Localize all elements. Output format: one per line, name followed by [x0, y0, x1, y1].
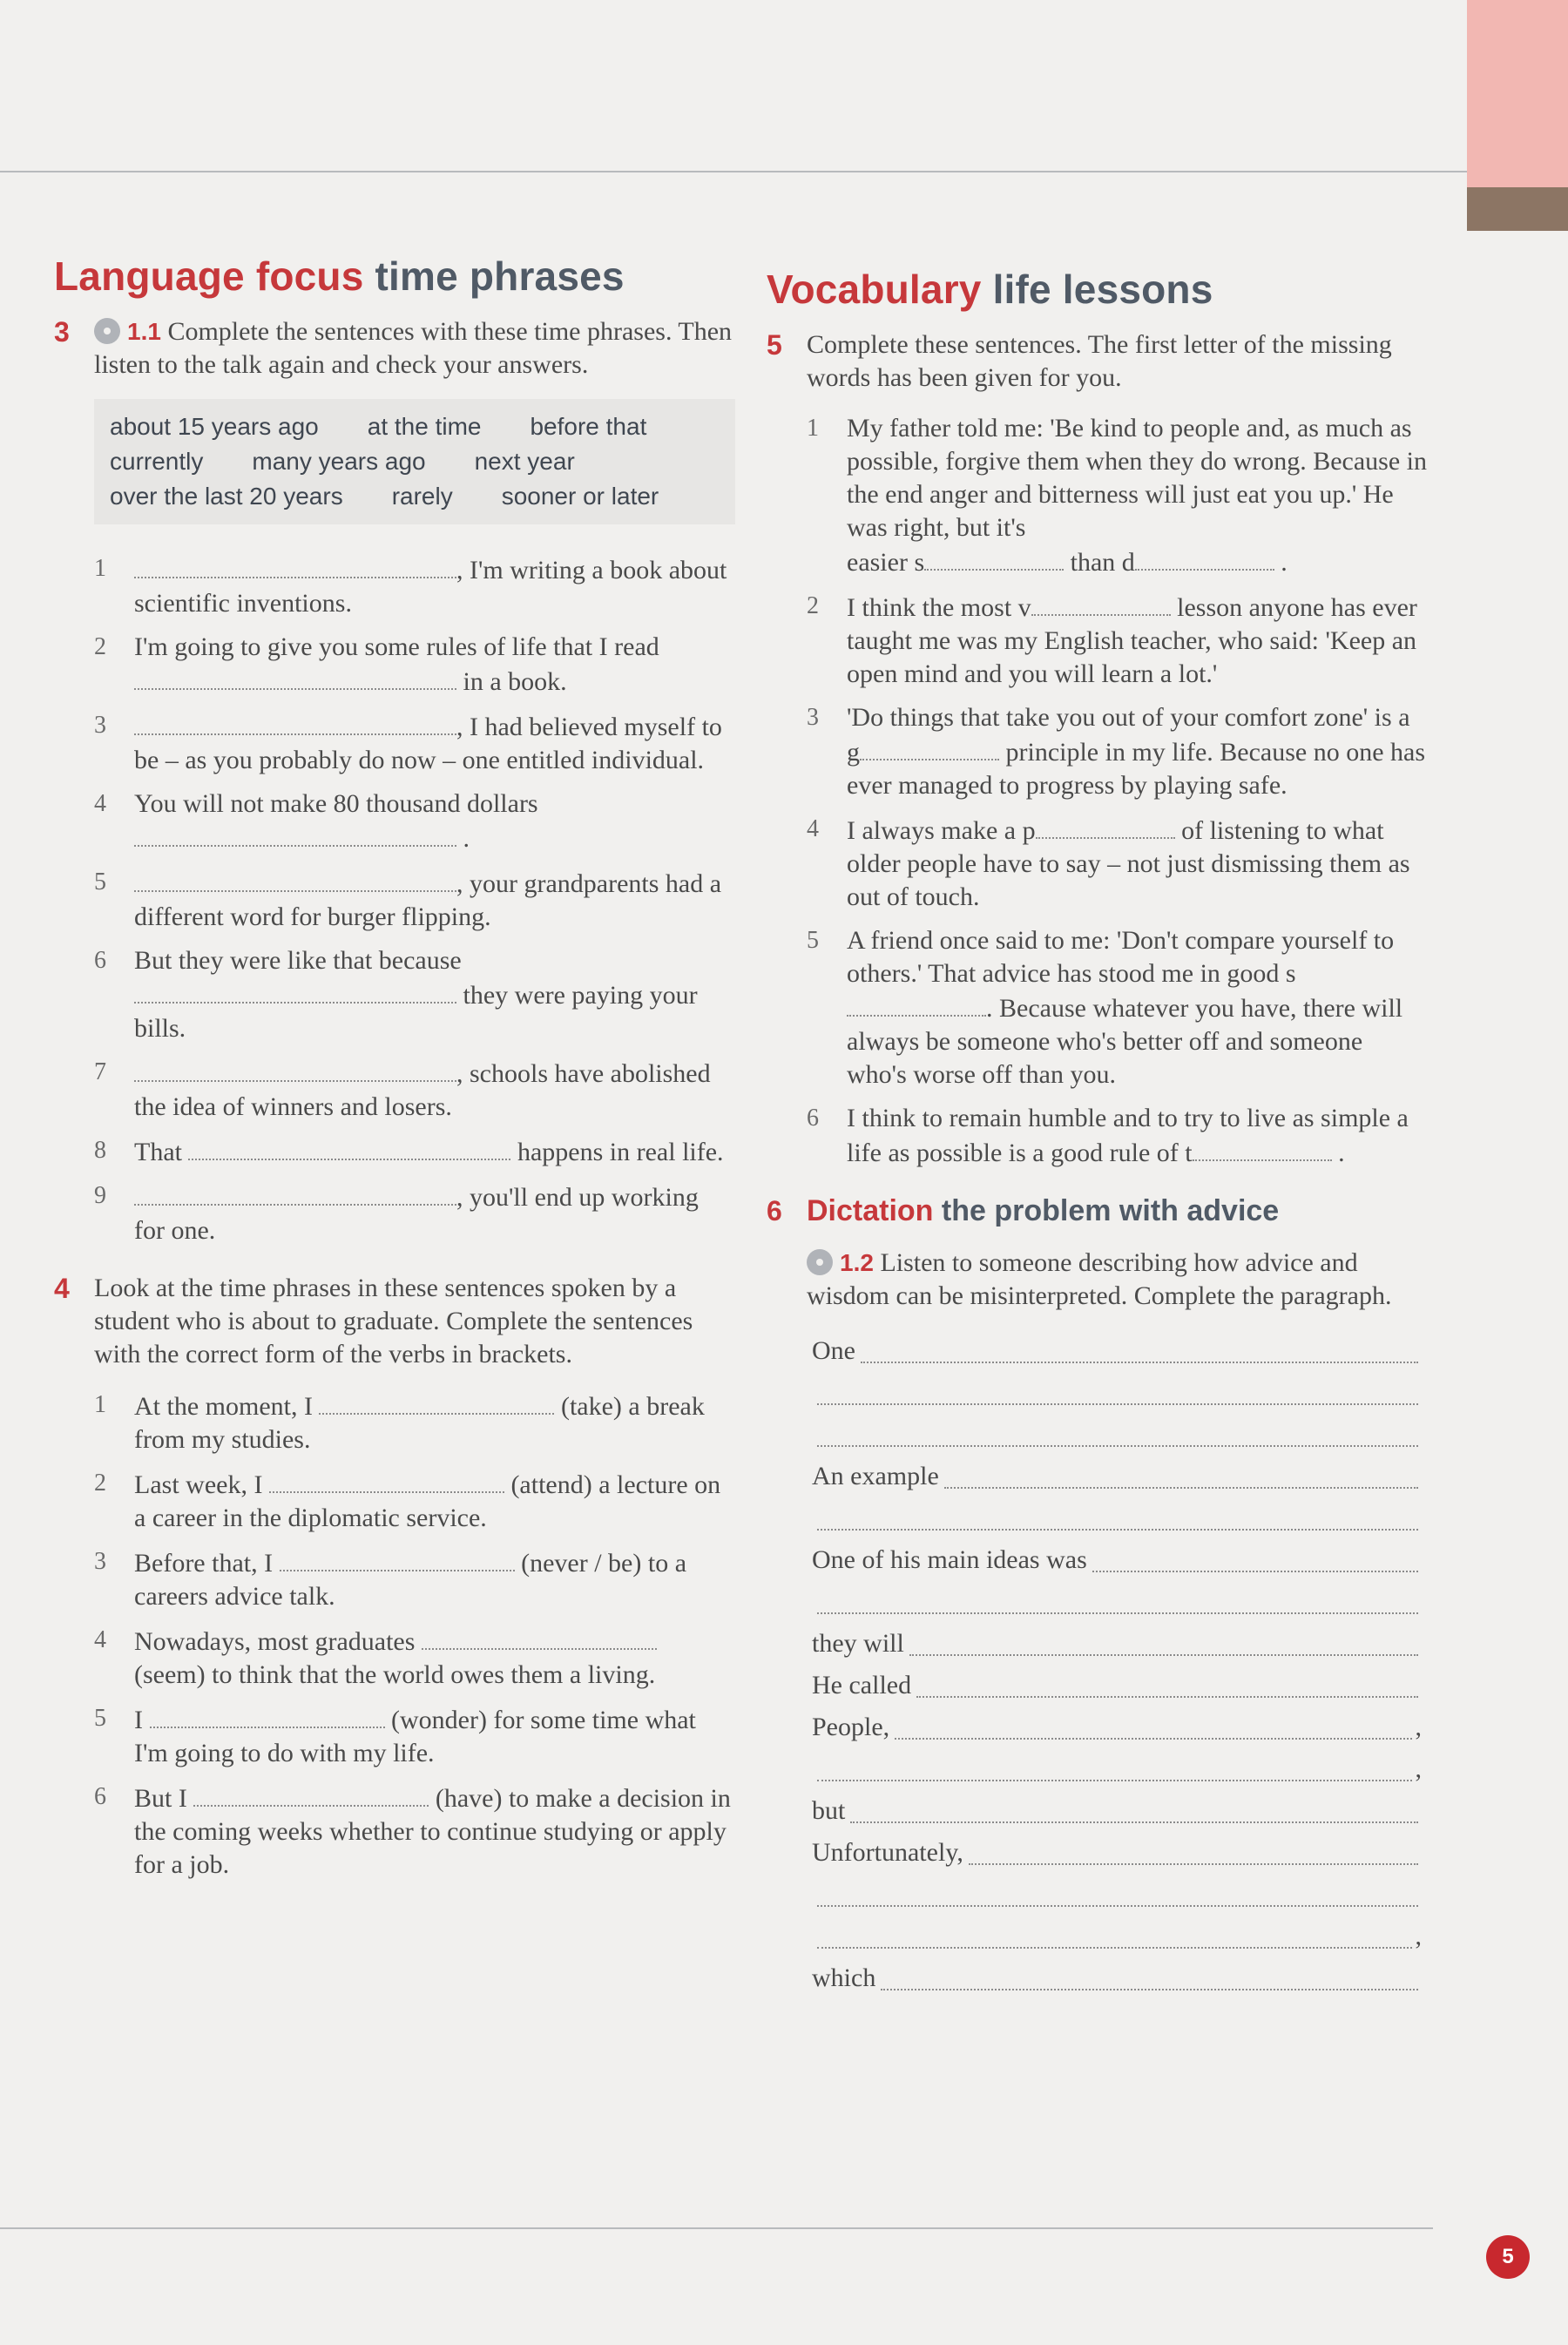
item-text: of listening to what older people have to say – not just dismissing them as out of touch.: [847, 816, 1410, 911]
list-item: [767, 1102, 1429, 1170]
title-red-part: Vocabulary: [767, 267, 982, 312]
list-item: [54, 1056, 733, 1124]
dictation-line[interactable]: [812, 1665, 1422, 1706]
word-row: [110, 444, 720, 479]
answer-blank[interactable]: [150, 1702, 385, 1728]
audio-cd-icon: [807, 1249, 833, 1275]
line-comma: ,: [1415, 1754, 1422, 1783]
dictation-line[interactable]: [812, 1372, 1422, 1414]
exercise-number: 3: [54, 316, 70, 348]
word: sooner or later: [501, 483, 659, 510]
line-lead: One: [812, 1336, 855, 1365]
item-text: Last week, I: [134, 1470, 263, 1499]
item-text: I always make a p: [847, 816, 1036, 845]
item-text: .: [1281, 548, 1288, 577]
item-text: (wonder) for some time what I'm going to do with my life.: [134, 1706, 696, 1767]
writing-rule[interactable]: [850, 1795, 1418, 1823]
item-number: 4: [94, 1626, 106, 1653]
list-item: [54, 787, 733, 855]
exercise-5-items: [767, 412, 1429, 1170]
item-number: 5: [94, 1705, 106, 1732]
item-number: 8: [94, 1137, 106, 1164]
word-row: [110, 479, 720, 514]
item-number: 9: [94, 1182, 106, 1209]
list-item: [54, 1545, 733, 1613]
item-text: That: [134, 1138, 182, 1166]
item-text: they were paying your bills.: [134, 981, 698, 1043]
line-lead: People,: [812, 1713, 890, 1741]
item-text: Nowadays, most graduates: [134, 1627, 416, 1656]
writing-rule[interactable]: [969, 1837, 1418, 1865]
dictation-line[interactable]: [812, 1957, 1422, 1999]
answer-blank[interactable]: [134, 977, 456, 1004]
page-number-badge: 5: [1486, 2235, 1530, 2279]
item-text: (attend) a lecture on a career in the diplomatic service.: [134, 1470, 721, 1532]
exercise-3-instruction: [54, 315, 733, 382]
title-red-part: Language focus: [54, 253, 364, 299]
writing-rule[interactable]: [881, 1963, 1418, 1990]
list-item: [54, 552, 733, 620]
item-number: 5: [94, 868, 106, 895]
instruction-text: Complete these sentences. The first letter of the missing words has been given for you.: [807, 330, 1392, 392]
list-item: [54, 1624, 733, 1692]
list-item: [54, 1179, 733, 1247]
writing-rule[interactable]: [895, 1712, 1411, 1740]
item-text: .: [463, 824, 470, 853]
item-number: 1: [94, 555, 106, 582]
line-lead: He called: [812, 1671, 912, 1700]
word: many years ago: [252, 448, 426, 475]
answer-blank[interactable]: [1031, 590, 1171, 616]
dictation-line[interactable]: [812, 1414, 1422, 1456]
item-number: 6: [94, 947, 106, 974]
instruction-text: Listen to someone describing how advice and wisdom can be misinterpreted. Complete the paragraph.: [807, 1248, 1392, 1310]
answer-blank[interactable]: [134, 709, 456, 735]
item-text: My father told me: 'Be kind to people and, as much as possible, forgive them when they do wrong. Because in the end anger and bitterness will just eat you up.' He was right, but it's: [847, 414, 1427, 542]
dictation-line[interactable]: [812, 1623, 1422, 1665]
writing-rule[interactable]: [861, 1335, 1418, 1363]
dictation-line[interactable]: [812, 1456, 1422, 1497]
item-number: 7: [94, 1058, 106, 1085]
writing-rule[interactable]: [1092, 1544, 1418, 1572]
answer-blank[interactable]: [1193, 1135, 1332, 1161]
item-text: I'm going to give you some rules of life that I read: [134, 632, 659, 661]
time-phrase-box: [94, 399, 735, 524]
list-item: [54, 1781, 733, 1882]
item-text: happens in real life.: [517, 1138, 724, 1166]
writing-rule[interactable]: [817, 1586, 1418, 1614]
dictation-line[interactable]: [812, 1874, 1422, 1916]
list-item: [54, 1702, 733, 1770]
item-text: I think the most v: [847, 593, 1031, 622]
answer-blank[interactable]: [134, 821, 456, 847]
item-text: (seem) to think that the world owes them a living.: [134, 1660, 656, 1689]
title-rest-part: life lessons: [992, 267, 1213, 312]
list-item: [767, 924, 1429, 1091]
dictation-instruction: [767, 1247, 1429, 1313]
item-text: At the moment, I: [134, 1392, 313, 1421]
exercise-4-items: [54, 1389, 733, 1882]
word: over the last 20 years: [110, 483, 343, 510]
corner-tab-brown: [1467, 187, 1568, 231]
item-text: (have) to make a decision in the coming weeks whether to continue studying or apply for a job.: [134, 1784, 731, 1879]
writing-rule[interactable]: [817, 1921, 1412, 1949]
item-text: lesson anyone has ever taught me was my English teacher, who said: 'Keep an open mind and you will learn a lot.': [847, 593, 1417, 688]
corner-tab-pink: [1467, 0, 1568, 187]
answer-blank[interactable]: [193, 1781, 429, 1807]
answer-blank[interactable]: [134, 552, 456, 578]
item-text: , I had believed myself to be – as you probably do now – one entitled individual.: [134, 713, 722, 774]
writing-rule[interactable]: [817, 1879, 1418, 1907]
dictation-line[interactable]: [812, 1706, 1422, 1748]
list-item: [767, 590, 1429, 691]
line-comma: ,: [1415, 1922, 1422, 1950]
exercise-3-items: [54, 552, 733, 1247]
language-focus-title: [54, 253, 733, 300]
instruction-text: Complete the sentences with these time phrases. Then listen to the talk again and check your answers.: [94, 317, 733, 379]
item-text: 'Do things that take you out of your comfort zone' is a g: [847, 703, 1410, 767]
dictation-heading: [767, 1194, 1429, 1229]
answer-blank[interactable]: [319, 1389, 554, 1415]
line-lead: which: [812, 1963, 876, 1992]
exercise-number: 6: [767, 1195, 782, 1227]
list-item: [54, 944, 733, 1045]
item-text: .: [1338, 1139, 1345, 1167]
audio-cd-icon: [94, 318, 120, 344]
word: next year: [474, 448, 575, 475]
line-lead: but: [812, 1796, 846, 1825]
answer-blank[interactable]: [134, 1056, 456, 1082]
line-lead: they will: [812, 1629, 904, 1658]
item-text: Before that, I: [134, 1549, 274, 1578]
line-lead: One of his main ideas was: [812, 1545, 1087, 1574]
dictation-line[interactable]: [812, 1330, 1422, 1372]
answer-blank[interactable]: [1036, 813, 1175, 839]
item-text: But I: [134, 1784, 187, 1813]
line-lead: An example: [812, 1462, 939, 1490]
word: currently: [110, 448, 204, 475]
dictation-line[interactable]: [812, 1581, 1422, 1623]
vocabulary-title: [767, 266, 1429, 313]
answer-blank[interactable]: [269, 1467, 504, 1493]
audio-track: 1.1: [127, 318, 161, 345]
instruction-text: Look at the time phrases in these sentences spoken by a student who is about to graduate. Complete the sentences with the correct form of the verbs in brackets.: [94, 1274, 693, 1368]
dictation-line[interactable]: [812, 1748, 1422, 1790]
writing-rule[interactable]: [817, 1419, 1418, 1447]
item-number: 4: [807, 815, 819, 842]
item-text: , your grandparents had a different word for burger flipping.: [134, 869, 722, 931]
item-number: 1: [94, 1391, 106, 1418]
item-number: 6: [94, 1783, 106, 1810]
answer-blank[interactable]: [280, 1545, 515, 1571]
item-text: You will not make 80 thousand dollars: [134, 789, 538, 818]
title-rest-part: the problem with advice: [941, 1194, 1280, 1227]
title-rest-part: time phrases: [375, 253, 625, 299]
answer-blank[interactable]: [134, 1179, 456, 1206]
item-text: . Because whatever you have, there will always be someone who's better off and someone who's worse off than you.: [847, 994, 1403, 1089]
item-text: in a book.: [463, 667, 567, 696]
right-column: [767, 266, 1429, 1999]
item-text: easier s: [847, 548, 925, 577]
list-item: [767, 813, 1429, 914]
item-text: than d: [1070, 548, 1135, 577]
line-comma: ,: [1415, 1713, 1422, 1741]
writing-rule[interactable]: [817, 1503, 1418, 1531]
item-number: 3: [94, 1548, 106, 1575]
answer-blank[interactable]: [860, 734, 999, 760]
item-number: 3: [94, 712, 106, 739]
answer-blank[interactable]: [188, 1134, 510, 1160]
writing-rule[interactable]: [909, 1628, 1418, 1656]
dictation-line[interactable]: [812, 1790, 1422, 1832]
word: rarely: [391, 483, 453, 510]
item-text: (never / be) to a careers advice talk.: [134, 1549, 687, 1611]
item-number: 6: [807, 1105, 819, 1132]
word: at the time: [367, 413, 482, 440]
dictation-line[interactable]: [812, 1497, 1422, 1539]
list-item: [54, 1389, 733, 1456]
exercise-4-instruction: [54, 1272, 733, 1371]
answer-blank[interactable]: [422, 1624, 657, 1650]
item-text: , I'm writing a book about scientific inventions.: [134, 556, 727, 618]
answer-blank[interactable]: [847, 990, 986, 1017]
item-text: A friend once said to me: 'Don't compare yourself to others.' That advice has stood me in good s: [847, 926, 1395, 988]
exercise-5-instruction: [767, 328, 1429, 395]
bottom-divider: [0, 2227, 1433, 2229]
dictation-line[interactable]: [812, 1539, 1422, 1581]
line-lead: Unfortunately,: [812, 1838, 963, 1867]
item-text: , schools have abolished the idea of winners and losers.: [134, 1059, 711, 1121]
list-item: [767, 701, 1429, 802]
item-text: principle in my life. Because no one has ever managed to progress by playing safe.: [847, 738, 1426, 800]
list-item: [767, 412, 1429, 579]
title-red-part: Dictation: [807, 1194, 934, 1227]
exercise-number: 4: [54, 1273, 70, 1304]
word-row: [110, 409, 720, 444]
dictation-line[interactable]: [812, 1832, 1422, 1874]
answer-blank[interactable]: [1135, 544, 1274, 571]
writing-rule[interactable]: [817, 1754, 1412, 1781]
list-item: [54, 1467, 733, 1535]
item-number: 4: [94, 790, 106, 817]
item-text: (take) a break from my studies.: [134, 1392, 705, 1454]
item-text: I: [134, 1706, 143, 1734]
writing-rule[interactable]: [944, 1461, 1418, 1489]
item-number: 2: [807, 592, 819, 619]
word: before that: [530, 413, 647, 440]
list-item: [54, 631, 733, 699]
dictation-line[interactable]: [812, 1916, 1422, 1957]
audio-track: 1.2: [840, 1249, 874, 1276]
writing-rule[interactable]: [916, 1670, 1418, 1698]
answer-blank[interactable]: [924, 544, 1064, 571]
item-number: 2: [94, 1470, 106, 1497]
item-text: But they were like that because: [134, 946, 462, 975]
item-text: , you'll end up working for one.: [134, 1183, 699, 1245]
list-item: [54, 866, 733, 934]
answer-blank[interactable]: [134, 866, 456, 892]
item-number: 5: [807, 927, 819, 954]
item-number: 3: [807, 704, 819, 731]
dictation-lines: [767, 1330, 1429, 1999]
left-column: [54, 253, 733, 1906]
exercise-number: 5: [767, 329, 782, 361]
answer-blank[interactable]: [134, 664, 456, 690]
list-item: [54, 709, 733, 777]
item-number: 2: [94, 633, 106, 660]
item-text: I think to remain humble and to try to live as simple a life as possible is a good rule of t: [847, 1104, 1409, 1167]
top-divider: [0, 171, 1467, 172]
writing-rule[interactable]: [817, 1377, 1418, 1405]
item-number: 1: [807, 415, 819, 442]
list-item: [54, 1134, 733, 1169]
word: about 15 years ago: [110, 413, 319, 440]
